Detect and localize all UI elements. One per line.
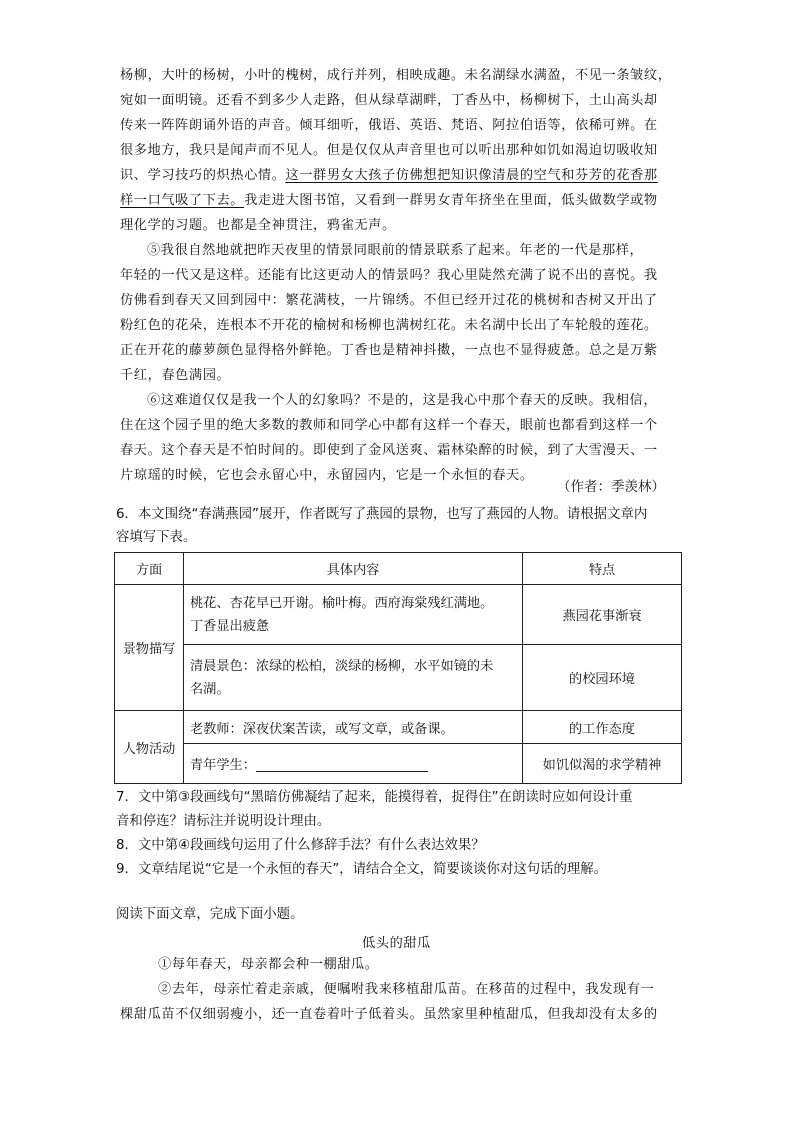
scenery-label: 景物描写: [115, 585, 184, 711]
para5-line-6: 千红，春色满园。: [120, 368, 231, 383]
para5-line-2: 年轻的一代又是这样。还能有比这更动人的情景吗？我心里陡然充满了说不出的喜悦。我: [120, 268, 658, 283]
scenery-content-2-line-1: 清晨景色：浓绿的松柏，淡绿的杨柳，水平如镜的未: [190, 658, 494, 674]
answer-table: [114, 552, 682, 784]
passage-b-line-2: ②去年，母亲忙着走亲戚，便嘱咐我来移植甜瓜苗。在移苗的过程中，我发现有一: [158, 982, 655, 997]
scenery-feature-2: 的校园环境: [523, 645, 682, 711]
passage-a-line-5: [120, 164, 658, 188]
people-content-1: 老教师：深夜伏案苦读，或写文章，或备课。: [184, 711, 523, 744]
question-7-line-1: 7．文中第③段画线句“黑暗仿佛凝结了起来，能摸得着，捉得住”在朗读时应如何设计重: [116, 790, 633, 805]
people-label: 人物活动: [115, 711, 184, 784]
question-7-line-2: 音和停连？请标注并说明设计理由。: [116, 814, 331, 829]
header-aspect: 方面: [115, 553, 184, 585]
header-feature: 特点: [523, 553, 682, 585]
passage-b-line-3: 棵甜瓜苗不仅细弱瘦小，还一直卷着叶子低着头。虽然家里种植甜瓜，但我却没有太多的: [120, 1007, 658, 1022]
scenery-content-2-line-2: 名湖。: [190, 681, 230, 697]
para5-line-4: 粉红色的花朵，连根本不开花的榆树和杨柳也满树红花。未名湖中长出了车轮般的莲花。: [120, 318, 658, 333]
people-content-2: [184, 744, 523, 784]
underlined-sentence-part-1: 这一群男女大孩子仿佛想把知识像清晨的空气和芬芳的花香那: [285, 168, 658, 183]
scenery-content-1: [184, 585, 523, 645]
scenery-content-1-line-1: 桃花、杏花早已开谢。榆叶梅。西府海棠残红满地。: [190, 595, 494, 611]
question-6-line-1: 6．本文围绕“春满燕园”展开，作者既写了燕园的景物，也写了燕园的人物。请根据文章内: [116, 507, 648, 522]
passage-a-line-2: 宛如一面明镜。还看不到多少人走路，但从绿草湖畔，丁香丛中，杨柳树下，土山高头却: [120, 93, 658, 108]
passage-a-line-4: 很多地方，我只是闻声而不见人。但是仅仅从声音里也可以听出那种如饥如渴迫切吸收知: [120, 143, 658, 158]
table-row: [115, 744, 682, 784]
passage-b-title: 低头的甜瓜: [362, 936, 431, 951]
people-feature-1: 的工作态度: [523, 711, 682, 744]
para6-line-1: ⑥这难道仅仅是我一个人的幻象吗？不是的，这是我心中那个春天的反映。我相信，: [147, 393, 658, 408]
para6-line-3: 春天。这个春天是不怕时间的。即使到了金风送爽、霜林染醉的时候，到了大雪漫天、一: [120, 443, 658, 458]
passage-a-line-5-text: 识、学习技巧的炽热心情。: [120, 168, 286, 183]
people-content-2-label: 青年学生：: [190, 758, 256, 773]
table-row: [115, 711, 682, 744]
para6-line-2: 住在这个园子里的绝大多数的教师和同学心中都有这样一个春天，眼前也都看到这样一个: [120, 418, 658, 433]
para5-line-3: 仿佛看到春天又回到园中：繁花满枝，一片锦绣。不但已经开过花的桃树和杏树又开出了: [120, 293, 658, 308]
passage-a-line-1: 杨柳，大叶的杨树，小叶的槐树，成行并列，相映成趣。未名湖绿水满盈，不见一条皱纹，: [120, 68, 672, 83]
para5-line-5: 正在开花的藤萝颜色显得格外鲜艳。丁香也是精神抖擞，一点也不显得疲惫。总之是万紫: [120, 343, 658, 358]
passage-a-line-7: 理化学的习题。也都是全神贯注，鸦雀无声。: [120, 218, 396, 233]
underlined-sentence-part-2: 样一口气吸了下去。: [120, 193, 245, 208]
passage-a-line-6: [120, 189, 658, 213]
answer-blank[interactable]: [256, 757, 428, 772]
scenery-feature-1: 燕园花事渐衰: [523, 585, 682, 645]
passage-a-line-3: 传来一阵阵朗诵外语的声音。倾耳细听，俄语、英语、梵语、阿拉伯语等，依稀可辨。在: [120, 118, 658, 133]
table-row: [115, 645, 682, 711]
table-header-row: [115, 553, 682, 585]
question-6-line-2: 容填写下表。: [116, 530, 197, 545]
table-row: [115, 585, 682, 645]
passage-b-intro: 阅读下面文章，完成下面小题。: [116, 907, 304, 922]
passage-a-line-6-rest: 我走进大图书馆，又看到一群男女青年挤坐在里面，低头做数学或物: [244, 193, 658, 208]
question-9: 9．文章结尾说“它是一个永恒的春天”，请结合全文，简要谈谈你对这句话的理解。: [116, 862, 608, 877]
para6-line-4: 片琼瑶的时候，它也会永留心中，永留园内，它是一个永恒的春天。: [120, 468, 534, 483]
scenery-content-1-line-2: 丁香显出疲惫: [190, 618, 270, 634]
author-credit: （作者：季羡林）: [557, 479, 665, 495]
question-8: 8．文中第④段画线句运用了什么修辞手法？有什么表达效果？: [116, 838, 485, 853]
para5-line-1: ⑤我很自然地就把昨天夜里的情景同眼前的情景联系了起来。年老的一代是那样，: [147, 243, 644, 258]
people-feature-2: 如饥似渴的求学精神: [523, 744, 682, 784]
scenery-content-2: [184, 645, 523, 711]
header-content: 具体内容: [184, 553, 523, 585]
passage-b-line-1: ①每年春天，母亲都会种一棚甜瓜。: [158, 957, 379, 972]
